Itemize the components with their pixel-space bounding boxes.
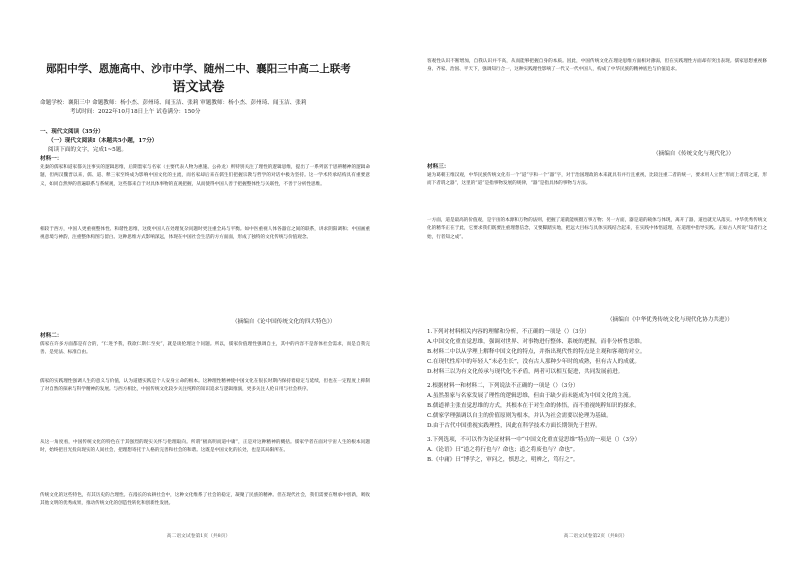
material-2-label: 材料二： — [40, 333, 63, 339]
question-1-option: A.中国文化重直觉思维，强调对世界、对事物进行整体、系统的把握，而非分析性思维。 — [427, 339, 646, 345]
question-1-option: D.材料三以为有文化传承与现代化不矛盾，两者可以相互促进，共同发展前进。 — [427, 369, 624, 375]
question-2-stem: 2.根据材料一和材料二，下列说法不正确的一项是（）（3分） — [427, 383, 579, 389]
question-1-option: B.材料二中以从学理上解释中国文化的特点，并指出现代性的特点是主观和客观的对立。 — [427, 349, 646, 355]
material-3-paragraph: 通为葛朝王维汉观，中华民族传统文化有一个“道”字和一个“器”字，对于治国理政的本来就具有并行且重视，比较注重二者的统一，要求用人立世“形而上者谓之道，形而下者谓之器”，这里的“道”是指事物发展的规律，“器”是指具体的事物与方法。 — [427, 173, 767, 187]
material-2-source: （摘编自《传统文化与现代化》） — [653, 151, 735, 157]
material-3-paragraph: 一方面，道是最高的价值观，是宇宙的本源和万物的法则，把握了道就能统摄万事万物；另一方面，器是道的载体与体现，离开了器，道也就无从落实。中华优秀传统文化的精华正在于此，它要求我们既要注重理想信念，又要脚踏实地，把远大目标与具体实践结合起来，在实践中体悟道理，在道理中指导实践。正如古人所说“知者行之始，行者知之成”。 — [427, 218, 767, 240]
question-3-option: B.《中庸》曰“博学之，审问之，慎思之，明辨之，笃行之”。 — [427, 457, 579, 463]
question-2-option: B.儒道禅主张直觉思维的方式，其根本在于对生命的体悟，而不重视纯粹知识的探求。 — [427, 403, 640, 409]
page-footer: 高二语文试卷第1页（共8页） — [166, 534, 231, 539]
material-2-paragraph: 传统文化的这些特色，有其历史的合理性。在漫长的农耕社会中，这种文化维系了社会的稳定，凝聚了民族的精神。但在现代社会，我们需要在继承中创新，吸收其他文明的优秀成果，推动传统文化的创造性转化和创新性发展。 — [40, 493, 370, 507]
question-2-option: C.儒家学理强调以自主的价值原则为根本，并认为社会需要以伦理为基础。 — [427, 413, 612, 419]
material-1-label: 材料一： — [40, 156, 63, 162]
exam-page-2 — [397, 0, 794, 561]
question-3-option: A.《论语》曰“道之将行也与？命也；道之将废也与？命也”。 — [427, 447, 579, 453]
page-footer: 高二语文试卷第2页（共8页） — [563, 534, 628, 539]
instruction: 阅读下面的文字，完成1~5题。 — [48, 147, 127, 153]
material-2-continued: 客观性认识不断增加，自我认识并不高，从而能够把握自身的本质。因此，中国传统文化在理论思维方面相对薄弱，但在实践理性方面却有突出表现。儒家思想重视修身、齐家、治国、平天下，强调知行合一，这种实践理性影响了一代又一代中国人，构成了中华民族的精神底色与价值追求。 — [427, 59, 767, 73]
question-2-option: A.虽然墨家与名家发展了理性的逻辑思维，但由于缺少而未能成为中国文化的主流。 — [427, 393, 635, 399]
exam-subtitle: 语文试卷 — [172, 80, 225, 95]
material-1-paragraph: 相较于西方，中国人更重视整体性、和谐性思维，这使中国人在处理复杂问题时更注重全局与平衡。如中医重视人体各器官之间的联系，讲求阴阳调和；中国画重视意境与神韵，注重整体构图与留白。这种思维方式影响深远，体现在中国社会生活的方方面面，形成了独特的文化传统与价值观念。 — [40, 227, 370, 241]
subsection-heading: （一）现代文阅读Ⅰ（本题共5小题，17分） — [48, 138, 158, 144]
question-2-option: D.由于古代中国重视实践理性，因此在科学技术方面长期领先于世界。 — [427, 423, 601, 429]
question-1-option: C.在现代性库中的年轻人“未必生长”，没有古人那种少年时的成熟，但有古人的成就。 — [427, 359, 640, 365]
material-3-source: （摘编自《中华优秀传统文化与现代化协力共进》） — [607, 317, 733, 323]
material-3-label: 材料三： — [427, 164, 450, 170]
material-2-paragraph: 儒家的实践理性强调人生的意义与价值，认为道德实践是个人安身立命的根本。这种理性精神使中国文化在很长时期内保持着稳定与延续，但也在一定程度上抑制了对自然的探索与科学精神的发展。与西方相比，中国传统文化较少关注纯粹的知识追求与逻辑推演，更多关注人伦日用与社会秩序。 — [40, 379, 370, 393]
question-1-stem: 1.下列对材料相关内容的理解和分析，不正确的一项是（）（3分） — [427, 329, 590, 335]
material-1-source: （摘编自《论中国传统文化的四大特色》） — [232, 319, 336, 325]
material-1-paragraph: 先秦的儒家和道家都关注事实的逻辑思维，后期墨家与名家（主要代表人物为惠施、公孙龙）则特别关注了理性的逻辑思维，提出了一系列富于思辨精神的逻辑命题，但两汉魏晋以来，儒、道、释三家至终成为影响中国文化的主流，而名家却后来在儒生们把握宗教与哲学的对话中极为坚持。这一学术传承结构具有重要意义，如同自然界的普遍联系与系统观，这些都来自于对具体事物的直观把握，从而使得中国人善于把握整体性与关联性，不善于分析性思维。 — [40, 165, 370, 187]
material-2-paragraph: 儒家在许多方面都是有合的，“仁进予我，我欲仁斯仁至矣”，就是谈伦理这个问题。所以，儒家价值理性强调自主，其中的内容不是客体社会需求，而是自我完善、是宪法、标准自由。 — [40, 342, 370, 356]
exam-info: 考试时间：2022年10月18日上午 试卷满分：150分 — [70, 109, 201, 115]
exam-title: 郧阳中学、恩施高中、沙市中学、随州二中、襄阳三中高二上联考 — [46, 63, 351, 75]
section-heading: 一、现代文阅读（35分） — [40, 129, 104, 135]
material-2-paragraph: 从这一角度看，中国传统文化的特色在于其强烈的现实关怀与伦理取向。所谓“极高明而道中庸”，正是对这种精神的概括。儒家学者在面对宇宙人生的根本问题时，始终把目光投向现实的人间社会，把理想寄托于人格的完善和社会的和谐。这既是中国文化的长处，也是其局限所在。 — [40, 440, 370, 454]
question-3-stem: 3.下列选项，不可以作为论证材料一中“中国文化重直觉思维”特点的一项是（）（3分） — [427, 437, 641, 443]
setters-line: 命题学校：襄阳三中 命题教师：杨小杰、彭州琦、闻玉洁、张莉 审题教师：杨小杰、彭州琦、闻玉洁、张莉 — [40, 100, 307, 106]
